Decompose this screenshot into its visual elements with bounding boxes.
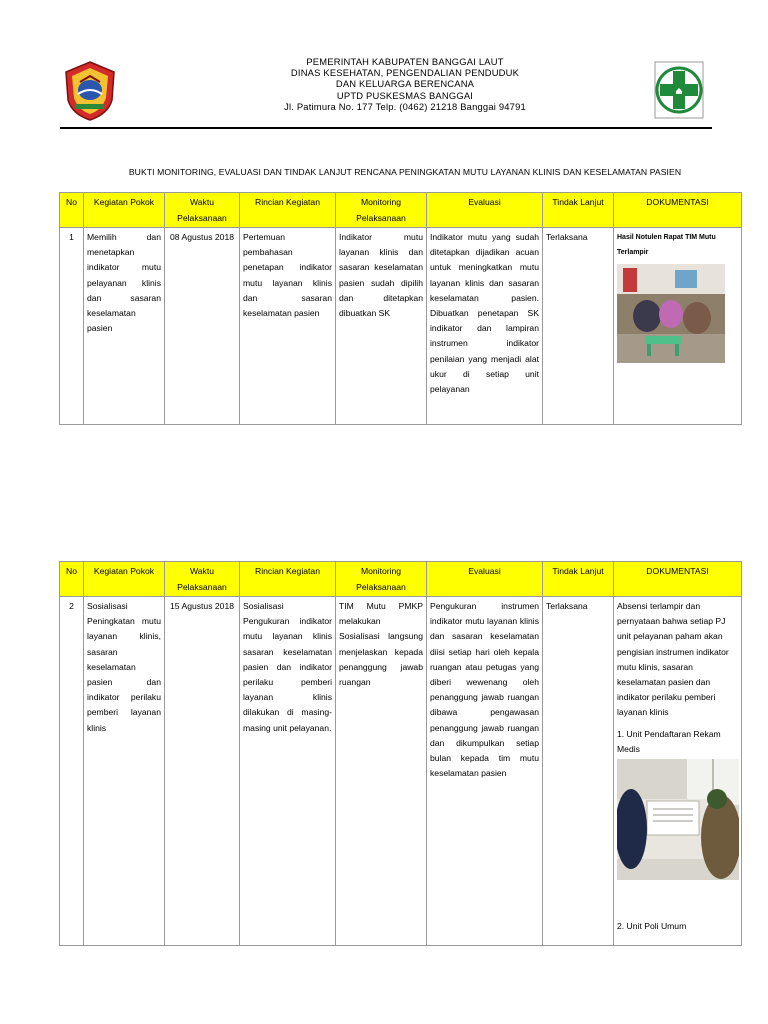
- col-header-evaluasi: Evaluasi: [427, 562, 543, 597]
- cell-kegiatan: Sosialisasi Peningkatan mutu layanan klinis, sasaran keselamatan pasien dan indikator perilaku pemberi layanan klinis: [84, 597, 165, 946]
- cell-tindak: Terlaksana: [543, 228, 614, 425]
- col-header-evaluasi: Evaluasi: [427, 193, 543, 228]
- letterhead-line-2: DINAS KESEHATAN, PENGENDALIAN PENDUDUK: [290, 67, 520, 79]
- col-header-no: No: [60, 193, 84, 228]
- col-header-monitoring: Monitoring Pelaksanaan: [336, 562, 427, 597]
- registration-photo-icon: [617, 759, 738, 885]
- letterhead-address: Jl. Patimura No. 177 Telp. (0462) 21218 Banggai 94791: [284, 100, 526, 112]
- table-row: [60, 228, 742, 425]
- meeting-photo-icon: [617, 264, 738, 368]
- cell-rincian: Sosialisasi Pengukuran indikator mutu layanan klinis sasaran keselamatan pasien dan indikator perilaku pemberi layanan klinis dilakukan di masing-masing unit pelayanan.: [240, 597, 336, 946]
- col-header-tindak: Tindak Lanjut: [543, 562, 614, 597]
- cell-kegiatan: Memilih dan menetapkan indikator mutu pelayanan klinis dan sasaran keselamatan pasien: [84, 228, 165, 425]
- green-cross-health-icon: [654, 61, 704, 119]
- letterhead-rule: [60, 127, 712, 129]
- cell-waktu: 08 Agustus 2018: [165, 228, 240, 425]
- letterhead-line-3: DAN KELUARGA BERENCANA: [335, 78, 475, 90]
- letterhead: [230, 56, 580, 112]
- monitoring-table-2: [59, 561, 742, 946]
- cell-waktu: 15 Agustus 2018: [165, 597, 240, 946]
- col-header-dokumentasi: DOKUMENTASI: [614, 193, 742, 228]
- col-header-kegiatan: Kegiatan Pokok: [84, 562, 165, 597]
- col-header-rincian: Rincian Kegiatan: [240, 193, 336, 228]
- cell-no: 2: [60, 597, 84, 946]
- col-header-waktu: Waktu Pelaksanaan: [165, 193, 240, 228]
- cell-rincian: Pertemuan pembahasan penetapan indikator mutu layanan klinis dan sasaran keselamatan pasien: [240, 228, 336, 425]
- cell-dokumentasi: [614, 228, 742, 425]
- letterhead-line-1: PEMERINTAH KABUPATEN BANGGAI LAUT: [306, 56, 504, 67]
- cell-evaluasi: Pengukuran instrumen indikator mutu layanan klinis dan sasaran keselamatan diisi setiap hari oleh kepala ruangan atau petugas yang diberi wewenang oleh penanggung jawab ruangan dibawa pengawasan penanggung jawab ruangan dan dikumpulkan setiap bulan kepada tim mutu keselamatan pasien: [427, 597, 543, 946]
- col-header-waktu: Waktu Pelaksanaan: [165, 562, 240, 597]
- dokumentasi-text: Absensi terlampir dan pernyataan bahwa setiap PJ unit pelayanan paham akan pengisian instrumen indikator mutu klinis, sasaran keselamatan pasien dan indikator perilaku pemberi layanan klinis: [617, 601, 729, 718]
- cell-dokumentasi: [614, 597, 742, 946]
- document-title: BUKTI MONITORING, EVALUASI DAN TINDAK LANJUT RENCANA PENINGKATAN MUTU LAYANAN KLINIS DAN KESELAMATAN PASIEN: [128, 167, 682, 177]
- col-header-kegiatan: Kegiatan Pokok: [84, 193, 165, 228]
- col-header-dokumentasi: DOKUMENTASI: [614, 562, 742, 597]
- table-header-row: [60, 193, 742, 228]
- cell-no: 1: [60, 228, 84, 425]
- cell-tindak: Terlaksana: [543, 597, 614, 946]
- table-header-row: [60, 562, 742, 597]
- col-header-tindak: Tindak Lanjut: [543, 193, 614, 228]
- col-header-monitoring: Monitoring Pelaksanaan: [336, 193, 427, 228]
- dokumentasi-caption: Hasil Notulen Rapat TIM Mutu Terlampir: [617, 234, 716, 256]
- regency-crest-icon: [62, 60, 118, 122]
- dokumentasi-item-2: 2. Unit Poli Umum: [617, 921, 687, 932]
- cell-monitoring: TIM Mutu PMKP melakukan Sosialisasi langsung menjelaskan kepada penanggung jawab ruangan: [336, 597, 427, 946]
- monitoring-table-1: [59, 192, 742, 425]
- cell-monitoring: Indikator mutu layanan klinis dan sasaran keselamatan pasien sudah dipilih dan ditetapkan dibuatkan SK: [336, 228, 427, 425]
- letterhead-line-4: UPTD PUSKESMAS BANGGAI: [336, 89, 474, 101]
- col-header-no: No: [60, 562, 84, 597]
- col-header-rincian: Rincian Kegiatan: [240, 562, 336, 597]
- table-row: [60, 597, 742, 946]
- dokumentasi-item-1: 1. Unit Pendaftaran Rekam Medis: [617, 728, 721, 754]
- cell-evaluasi: Indikator mutu yang sudah ditetapkan dijadikan acuan untuk meningkatkan mutu layanan klinis dan sasaran keselamatan pasien. Dibuatkan penetapan SK indikator dan lampiran instrumen indikator penilaian yang menjadi alat ukur di setiap unit pelayanan: [427, 228, 543, 425]
